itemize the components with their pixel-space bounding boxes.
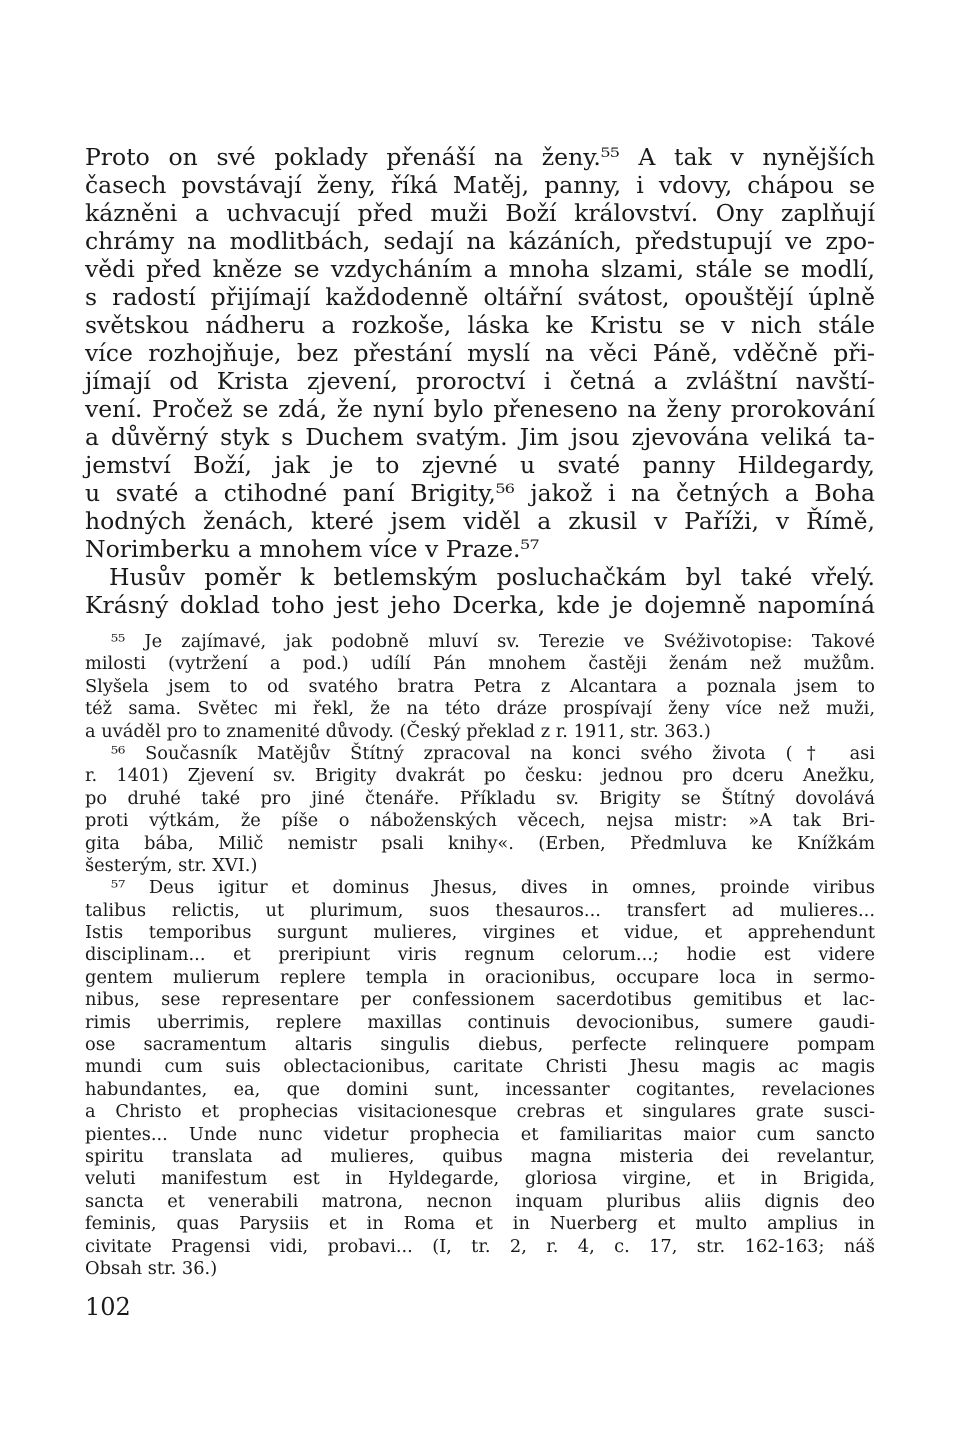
footnote-line: rimis uberrimis, replere maxillas continuis devocionibus, sumere gaudi- — [85, 1011, 875, 1033]
text-line: hodných ženách, které jsem viděl a zkusil v Paříži, v Římě, — [85, 507, 875, 535]
footnote-line: disciplinam... et preripiunt viris regnum celorum...; hodie est videre — [85, 944, 875, 966]
footnote-line: spiritu translata ad mulieres, quibus magna misteria dei revelantur, — [85, 1145, 875, 1167]
text-line: jímají od Krista zjevení, proroctví i četná a zvláštní navští- — [85, 367, 875, 395]
footnote-line: veluti manifestum est in Hyldegarde, gloriosa virgine, et in Brigida, — [85, 1168, 875, 1190]
footnote-line: ⁵⁵ Je zajímavé, jak podobně mluví sv. Terezie ve Svéživotopise: Takové — [111, 631, 875, 652]
footnote-line: ⁵⁷ Deus igitur et dominus Jhesus, dives in omnes, proinde viribus — [111, 877, 875, 899]
footnote-line: sancta et venerabili matrona, necnon inquam pluribus aliis dignis deo — [85, 1190, 875, 1212]
text-line: Krásný doklad toho jest jeho Dcerka, kde je dojemně napomíná — [85, 591, 875, 619]
text-line: s radostí přijímají každodenně oltářní svátost, opouštějí úplně — [85, 283, 875, 311]
footnotes — [85, 631, 875, 1280]
footnote-line: Slyšela jsem to od svatého bratra Petra z Alcantara a poznala jsem to — [85, 675, 875, 697]
footnote-line: proti výtkám, že píše o náboženských věcech, nejsa mistr: »A tak Bri- — [85, 810, 875, 832]
main-text — [85, 143, 875, 619]
footnote-line: milosti (vytržení a pod.) udílí Pán mnohem častěji ženám než mužům. — [85, 653, 875, 675]
footnote-line: pientes... Unde nunc videtur prophecia et familiaritas maior cum sancto — [85, 1123, 875, 1145]
footnote-line: Obsah str. 36.) — [85, 1257, 218, 1279]
text-line: a důvěrný styk s Duchem svatým. Jim jsou zjevována veliká ta- — [85, 423, 875, 451]
text-line: u svaté a ctihodné paní Brigity,⁵⁶ jakož i na četných a Boha — [85, 479, 875, 507]
footnote-line: a uváděl pro to znamenité důvody. (Český překlad z r. 1911, str. 363.) — [85, 720, 711, 742]
text-line: Norimberku a mnohem více v Praze.⁵⁷ — [85, 535, 540, 563]
text-line: více rozhojňuje, bez přestání myslí na věci Páně, vděčně při- — [85, 339, 875, 367]
footnote-line: též sama. Světec mi řekl, že na této dráze prospívají ženy více než muži, — [85, 698, 875, 720]
text-line: světskou nádheru a rozkoše, láska ke Kristu se v nich stále — [85, 311, 875, 339]
text-line: Proto on své poklady přenáší na ženy.⁵⁵ A tak v nynějších — [85, 143, 875, 171]
footnote-line: šesterým, str. XVI.) — [85, 854, 258, 876]
footnote-line: a Christo et prophecias visitacionesque crebras et singulares grate susci- — [85, 1101, 875, 1123]
footnote-line: ⁵⁶ Současník Matějův Štítný zpracoval na konci svého života († asi — [111, 742, 875, 764]
footnote-line: nibus, sese representare per confessionem sacerdotibus gemitibus et lac- — [85, 989, 875, 1011]
footnote-line: gentem mulierum replere templa in oracionibus, occupare loca in sermo- — [85, 966, 875, 988]
text-line: kázněni a uchvacují před muži Boží království. Ony zaplňují — [85, 199, 875, 227]
text-line: vení. Pročež se zdá, že nyní bylo přeneseno na ženy prorokování — [85, 395, 875, 423]
footnote-line: ose sacramentum altaris singulis diebus, perfecte relinquere pompam — [85, 1034, 875, 1056]
footnote-line: mundi cum suis oblectacionibus, caritate Christi Jhesu magis ac magis — [85, 1056, 875, 1078]
footnote-line: habundantes, ea, que domini sunt, incessanter cogitantes, revelaciones — [85, 1078, 875, 1100]
footnote-line: Istis temporibus surgunt mulieres, virgines et vidue, et apprehendunt — [85, 922, 875, 944]
page-number: 102 — [85, 1293, 131, 1321]
text-line: chrámy na modlitbách, sedají na kázáních, předstupují ve zpo- — [85, 227, 875, 255]
text-line: Husův poměr k betlemským posluchačkám byl také vřelý. — [109, 563, 875, 591]
text-line: vědi před kněze se vzdycháním a mnoha slzami, stále se modlí, — [85, 255, 875, 283]
footnote-line: po druhé také pro jiné čtenáře. Příkladu sv. Brigity se Štítný dovolává — [85, 787, 875, 809]
footnote-line: civitate Pragensi vidi, probavi... (I, tr. 2, r. 4, c. 17, str. 162-163; náš — [85, 1235, 875, 1257]
footnote-line: gita bába, Milič nemistr psali knihy«. (Erben, Předmluva ke Knížkám — [85, 832, 875, 854]
text-line: jemství Boží, jak je to zjevné u svaté panny Hildegardy, — [85, 451, 875, 479]
footnote-line: r. 1401) Zjevení sv. Brigity dvakrát po česku: jednou pro dceru Anežku, — [85, 765, 875, 787]
footnote-line: talibus relictis, ut plurimum, suos thesauros... transfert ad mulieres... — [85, 899, 875, 921]
footnote-line: feminis, quas Parysiis et in Roma et in Nuerberg et multo amplius in — [85, 1213, 875, 1235]
text-line: časech povstávají ženy, říká Matěj, panny, i vdovy, chápou se — [85, 171, 875, 199]
